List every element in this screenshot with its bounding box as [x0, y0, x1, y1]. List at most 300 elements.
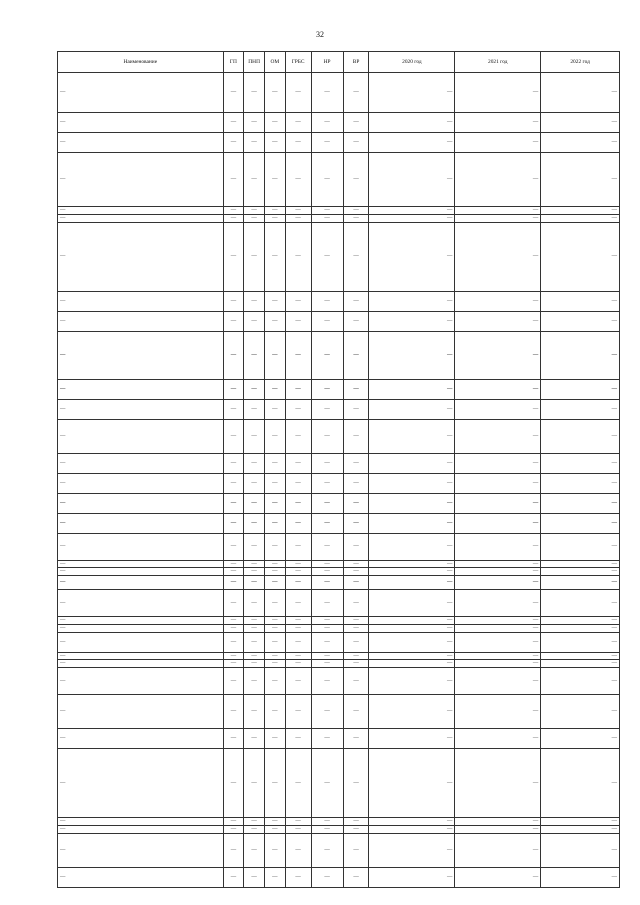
cell-om: —: [264, 560, 285, 568]
cell-om: —: [264, 624, 285, 632]
cell-2022: —: [541, 668, 620, 695]
cell-2022: —: [541, 399, 620, 419]
table-row: [58, 624, 620, 632]
cell-vr: —: [343, 207, 369, 215]
cell-2020: —: [369, 513, 455, 533]
cell-name: —: [58, 399, 224, 419]
cell-2020: —: [369, 453, 455, 473]
cell-gp: —: [223, 729, 244, 749]
cell-vr: —: [343, 513, 369, 533]
cell-grbs: —: [285, 867, 311, 887]
cell-2021: —: [455, 73, 541, 113]
cell-nr: —: [311, 624, 343, 632]
table-row: [58, 818, 620, 826]
cell-gp: —: [223, 533, 244, 560]
cell-name: —: [58, 291, 224, 311]
cell-name: —: [58, 825, 224, 833]
cell-gp: —: [223, 207, 244, 215]
cell-vr: —: [343, 493, 369, 513]
col-header-grbs: ГРБС: [285, 52, 311, 73]
cell-2022: —: [541, 73, 620, 113]
cell-pnp: —: [244, 695, 265, 729]
cell-2022: —: [541, 867, 620, 887]
cell-name: —: [58, 749, 224, 818]
cell-om: —: [264, 493, 285, 513]
cell-pnp: —: [244, 133, 265, 153]
cell-vr: —: [343, 331, 369, 379]
cell-grbs: —: [285, 379, 311, 399]
cell-vr: —: [343, 652, 369, 660]
cell-nr: —: [311, 133, 343, 153]
cell-name: —: [58, 568, 224, 576]
cell-2022: —: [541, 331, 620, 379]
cell-2022: —: [541, 617, 620, 625]
cell-2022: —: [541, 568, 620, 576]
cell-om: —: [264, 568, 285, 576]
table-row: [58, 867, 620, 887]
cell-name: —: [58, 833, 224, 867]
cell-pnp: —: [244, 379, 265, 399]
cell-nr: —: [311, 867, 343, 887]
cell-grbs: —: [285, 73, 311, 113]
cell-2021: —: [455, 399, 541, 419]
cell-gp: —: [223, 632, 244, 652]
table-row: [58, 473, 620, 493]
budget-table: [57, 51, 620, 888]
cell-grbs: —: [285, 513, 311, 533]
cell-pnp: —: [244, 214, 265, 222]
cell-pnp: —: [244, 153, 265, 207]
cell-om: —: [264, 207, 285, 215]
cell-2022: —: [541, 560, 620, 568]
col-header-nr: НР: [311, 52, 343, 73]
cell-om: —: [264, 533, 285, 560]
cell-pnp: —: [244, 590, 265, 617]
cell-name: —: [58, 419, 224, 453]
cell-gp: —: [223, 749, 244, 818]
cell-om: —: [264, 660, 285, 668]
cell-om: —: [264, 291, 285, 311]
cell-pnp: —: [244, 668, 265, 695]
cell-om: —: [264, 113, 285, 133]
cell-nr: —: [311, 473, 343, 493]
cell-om: —: [264, 867, 285, 887]
cell-gp: —: [223, 311, 244, 331]
cell-om: —: [264, 590, 285, 617]
cell-name: —: [58, 222, 224, 291]
table-row: [58, 207, 620, 215]
cell-om: —: [264, 632, 285, 652]
cell-grbs: —: [285, 695, 311, 729]
cell-nr: —: [311, 590, 343, 617]
cell-nr: —: [311, 513, 343, 533]
cell-gp: —: [223, 624, 244, 632]
cell-2020: —: [369, 576, 455, 590]
cell-nr: —: [311, 652, 343, 660]
cell-pnp: —: [244, 576, 265, 590]
cell-2021: —: [455, 379, 541, 399]
cell-grbs: —: [285, 624, 311, 632]
cell-name: —: [58, 133, 224, 153]
cell-2020: —: [369, 560, 455, 568]
cell-gp: —: [223, 825, 244, 833]
cell-vr: —: [343, 729, 369, 749]
cell-nr: —: [311, 833, 343, 867]
table-row: [58, 331, 620, 379]
col-header-2021: 2021 год: [455, 52, 541, 73]
table-row: [58, 513, 620, 533]
cell-2020: —: [369, 473, 455, 493]
col-header-om: ОМ: [264, 52, 285, 73]
cell-om: —: [264, 729, 285, 749]
cell-pnp: —: [244, 749, 265, 818]
cell-pnp: —: [244, 513, 265, 533]
cell-pnp: —: [244, 632, 265, 652]
cell-nr: —: [311, 818, 343, 826]
cell-grbs: —: [285, 399, 311, 419]
cell-om: —: [264, 379, 285, 399]
cell-pnp: —: [244, 453, 265, 473]
cell-pnp: —: [244, 291, 265, 311]
cell-gp: —: [223, 399, 244, 419]
cell-pnp: —: [244, 207, 265, 215]
cell-name: —: [58, 632, 224, 652]
cell-vr: —: [343, 617, 369, 625]
cell-vr: —: [343, 818, 369, 826]
cell-nr: —: [311, 493, 343, 513]
cell-2022: —: [541, 825, 620, 833]
cell-2021: —: [455, 652, 541, 660]
cell-2021: —: [455, 825, 541, 833]
cell-nr: —: [311, 419, 343, 453]
cell-nr: —: [311, 311, 343, 331]
table-row: [58, 291, 620, 311]
cell-nr: —: [311, 568, 343, 576]
table-row: [58, 833, 620, 867]
cell-vr: —: [343, 133, 369, 153]
cell-name: —: [58, 624, 224, 632]
table-row: [58, 652, 620, 660]
cell-vr: —: [343, 660, 369, 668]
cell-gp: —: [223, 379, 244, 399]
cell-grbs: —: [285, 133, 311, 153]
col-header-vr: ВР: [343, 52, 369, 73]
cell-name: —: [58, 668, 224, 695]
cell-pnp: —: [244, 419, 265, 453]
cell-name: —: [58, 113, 224, 133]
cell-gp: —: [223, 133, 244, 153]
cell-2020: —: [369, 493, 455, 513]
cell-om: —: [264, 617, 285, 625]
cell-vr: —: [343, 419, 369, 453]
cell-gp: —: [223, 473, 244, 493]
cell-om: —: [264, 222, 285, 291]
table-row: [58, 533, 620, 560]
cell-pnp: —: [244, 652, 265, 660]
cell-2022: —: [541, 576, 620, 590]
cell-2020: —: [369, 729, 455, 749]
cell-om: —: [264, 73, 285, 113]
cell-gp: —: [223, 222, 244, 291]
table-row: [58, 214, 620, 222]
cell-om: —: [264, 652, 285, 660]
cell-vr: —: [343, 533, 369, 560]
cell-grbs: —: [285, 207, 311, 215]
table-row: [58, 568, 620, 576]
cell-2021: —: [455, 576, 541, 590]
cell-grbs: —: [285, 560, 311, 568]
cell-vr: —: [343, 399, 369, 419]
cell-2022: —: [541, 624, 620, 632]
col-header-gp: ГП: [223, 52, 244, 73]
cell-nr: —: [311, 453, 343, 473]
cell-2022: —: [541, 133, 620, 153]
cell-om: —: [264, 399, 285, 419]
cell-om: —: [264, 331, 285, 379]
col-header-2022: 2022 год: [541, 52, 620, 73]
cell-2020: —: [369, 818, 455, 826]
cell-gp: —: [223, 113, 244, 133]
cell-grbs: —: [285, 590, 311, 617]
cell-2021: —: [455, 560, 541, 568]
cell-2020: —: [369, 379, 455, 399]
cell-2022: —: [541, 311, 620, 331]
cell-2020: —: [369, 153, 455, 207]
cell-2021: —: [455, 473, 541, 493]
cell-name: —: [58, 379, 224, 399]
cell-name: —: [58, 214, 224, 222]
cell-name: —: [58, 73, 224, 113]
cell-grbs: —: [285, 652, 311, 660]
cell-2020: —: [369, 624, 455, 632]
cell-name: —: [58, 560, 224, 568]
cell-2022: —: [541, 533, 620, 560]
cell-2022: —: [541, 729, 620, 749]
cell-2021: —: [455, 453, 541, 473]
cell-name: —: [58, 513, 224, 533]
cell-2020: —: [369, 568, 455, 576]
cell-nr: —: [311, 576, 343, 590]
cell-name: —: [58, 695, 224, 729]
table-row: [58, 222, 620, 291]
cell-vr: —: [343, 153, 369, 207]
cell-2021: —: [455, 291, 541, 311]
cell-grbs: —: [285, 331, 311, 379]
cell-gp: —: [223, 453, 244, 473]
page-number: 32: [316, 30, 324, 39]
cell-pnp: —: [244, 560, 265, 568]
cell-2022: —: [541, 222, 620, 291]
cell-2022: —: [541, 291, 620, 311]
cell-vr: —: [343, 668, 369, 695]
cell-gp: —: [223, 493, 244, 513]
cell-vr: —: [343, 214, 369, 222]
cell-grbs: —: [285, 660, 311, 668]
cell-2021: —: [455, 331, 541, 379]
cell-name: —: [58, 493, 224, 513]
cell-grbs: —: [285, 533, 311, 560]
cell-nr: —: [311, 379, 343, 399]
table-row: [58, 133, 620, 153]
table-row: [58, 695, 620, 729]
cell-vr: —: [343, 749, 369, 818]
cell-2022: —: [541, 113, 620, 133]
cell-grbs: —: [285, 113, 311, 133]
col-header-pnp: ПНП: [244, 52, 265, 73]
cell-2021: —: [455, 133, 541, 153]
cell-nr: —: [311, 73, 343, 113]
cell-nr: —: [311, 560, 343, 568]
cell-grbs: —: [285, 493, 311, 513]
cell-grbs: —: [285, 153, 311, 207]
cell-2020: —: [369, 73, 455, 113]
cell-vr: —: [343, 695, 369, 729]
table-row: [58, 660, 620, 668]
col-header-name: Наименование: [58, 52, 224, 73]
cell-2020: —: [369, 291, 455, 311]
cell-gp: —: [223, 291, 244, 311]
table-row: [58, 113, 620, 133]
cell-2021: —: [455, 568, 541, 576]
cell-nr: —: [311, 207, 343, 215]
cell-2020: —: [369, 419, 455, 453]
cell-vr: —: [343, 568, 369, 576]
cell-2020: —: [369, 533, 455, 560]
cell-nr: —: [311, 617, 343, 625]
cell-pnp: —: [244, 222, 265, 291]
cell-2022: —: [541, 207, 620, 215]
cell-2021: —: [455, 617, 541, 625]
cell-2021: —: [455, 214, 541, 222]
cell-vr: —: [343, 113, 369, 133]
cell-nr: —: [311, 533, 343, 560]
cell-2021: —: [455, 749, 541, 818]
cell-2021: —: [455, 660, 541, 668]
table-row: [58, 590, 620, 617]
table-row: [58, 419, 620, 453]
cell-om: —: [264, 818, 285, 826]
table-row: [58, 729, 620, 749]
cell-om: —: [264, 133, 285, 153]
table-row: [58, 617, 620, 625]
cell-2022: —: [541, 660, 620, 668]
cell-2022: —: [541, 652, 620, 660]
cell-2020: —: [369, 749, 455, 818]
table-row: [58, 749, 620, 818]
cell-2021: —: [455, 113, 541, 133]
cell-grbs: —: [285, 818, 311, 826]
cell-nr: —: [311, 291, 343, 311]
cell-gp: —: [223, 560, 244, 568]
cell-gp: —: [223, 153, 244, 207]
cell-gp: —: [223, 419, 244, 453]
table-row: [58, 560, 620, 568]
cell-2021: —: [455, 867, 541, 887]
cell-nr: —: [311, 729, 343, 749]
table-header: [58, 52, 620, 73]
cell-2022: —: [541, 453, 620, 473]
cell-pnp: —: [244, 568, 265, 576]
cell-grbs: —: [285, 825, 311, 833]
cell-om: —: [264, 576, 285, 590]
cell-2022: —: [541, 493, 620, 513]
cell-2022: —: [541, 419, 620, 453]
cell-2020: —: [369, 833, 455, 867]
cell-2020: —: [369, 825, 455, 833]
cell-om: —: [264, 214, 285, 222]
cell-2021: —: [455, 729, 541, 749]
cell-pnp: —: [244, 660, 265, 668]
cell-2020: —: [369, 331, 455, 379]
cell-gp: —: [223, 568, 244, 576]
cell-nr: —: [311, 331, 343, 379]
cell-2022: —: [541, 833, 620, 867]
cell-vr: —: [343, 311, 369, 331]
cell-grbs: —: [285, 222, 311, 291]
cell-gp: —: [223, 590, 244, 617]
cell-2021: —: [455, 695, 541, 729]
cell-vr: —: [343, 825, 369, 833]
cell-gp: —: [223, 668, 244, 695]
cell-pnp: —: [244, 533, 265, 560]
cell-name: —: [58, 660, 224, 668]
cell-vr: —: [343, 560, 369, 568]
cell-gp: —: [223, 652, 244, 660]
cell-pnp: —: [244, 311, 265, 331]
cell-2021: —: [455, 590, 541, 617]
cell-grbs: —: [285, 617, 311, 625]
cell-vr: —: [343, 222, 369, 291]
cell-2021: —: [455, 419, 541, 453]
cell-2021: —: [455, 833, 541, 867]
cell-om: —: [264, 513, 285, 533]
cell-pnp: —: [244, 493, 265, 513]
cell-gp: —: [223, 331, 244, 379]
cell-2021: —: [455, 493, 541, 513]
cell-name: —: [58, 652, 224, 660]
cell-name: —: [58, 207, 224, 215]
cell-gp: —: [223, 617, 244, 625]
cell-2020: —: [369, 214, 455, 222]
cell-2021: —: [455, 153, 541, 207]
cell-vr: —: [343, 73, 369, 113]
cell-vr: —: [343, 576, 369, 590]
cell-nr: —: [311, 660, 343, 668]
table-row: [58, 379, 620, 399]
cell-om: —: [264, 311, 285, 331]
cell-2021: —: [455, 624, 541, 632]
cell-om: —: [264, 695, 285, 729]
cell-2021: —: [455, 222, 541, 291]
cell-2020: —: [369, 399, 455, 419]
cell-vr: —: [343, 867, 369, 887]
cell-om: —: [264, 749, 285, 818]
table-row: [58, 453, 620, 473]
cell-2020: —: [369, 590, 455, 617]
cell-vr: —: [343, 833, 369, 867]
cell-vr: —: [343, 632, 369, 652]
cell-2022: —: [541, 590, 620, 617]
cell-om: —: [264, 153, 285, 207]
cell-pnp: —: [244, 331, 265, 379]
cell-gp: —: [223, 695, 244, 729]
cell-pnp: —: [244, 867, 265, 887]
cell-vr: —: [343, 590, 369, 617]
cell-grbs: —: [285, 668, 311, 695]
cell-grbs: —: [285, 291, 311, 311]
cell-2021: —: [455, 668, 541, 695]
cell-gp: —: [223, 867, 244, 887]
